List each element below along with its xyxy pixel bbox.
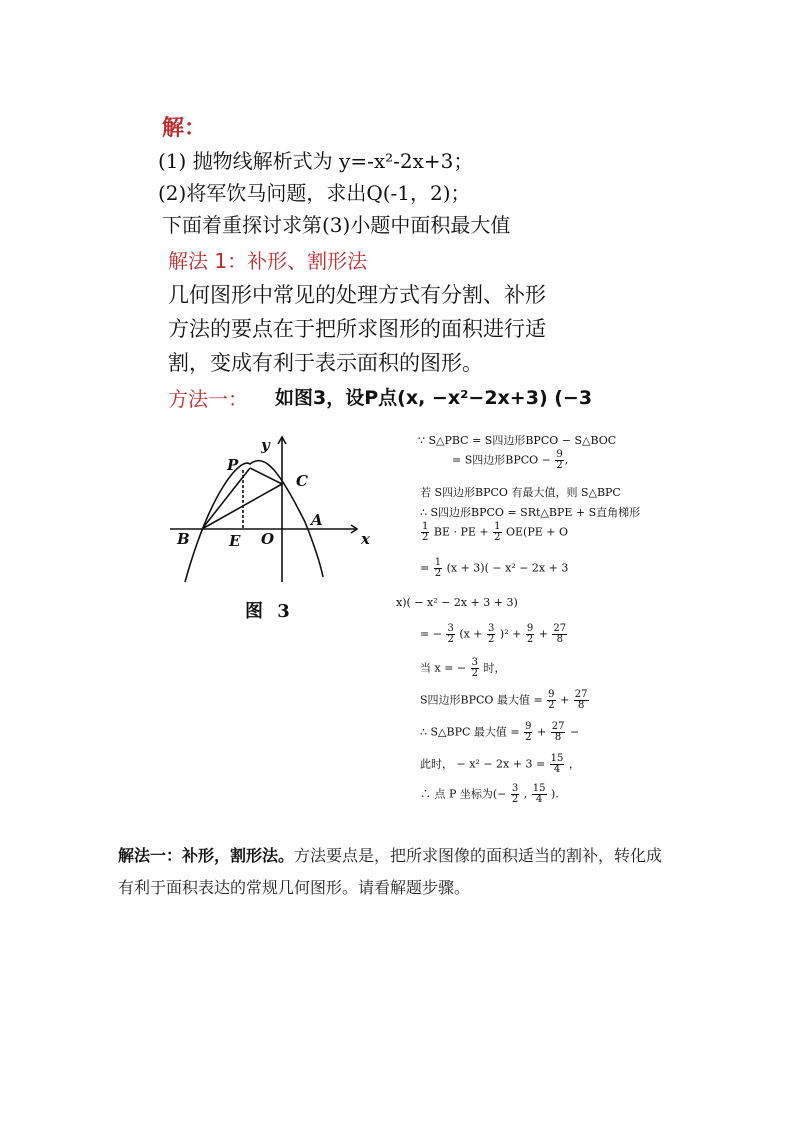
parabola-figure [165,432,370,622]
step-1: (1) 抛物线解析式为 y=-x²-2x+3； [158,149,474,173]
math-line-7: x)( − x² − 2x + 3 + 3) [396,596,518,609]
method-title: 解法 1：补形、割形法 [168,249,368,273]
solution-image [150,105,598,435]
label-O: O [261,530,275,548]
label-C: C [296,472,308,490]
label-B: B [177,530,190,548]
math-line-10: S四边形BPCO 最大值 = $\frac{9}{2}$ + $\frac{27}{8}$ [420,689,588,711]
label-P: P [227,456,239,474]
summary-text: 方法要点是，把所求图像的面积适当的割补，转化成有利于面积表达的常规几何图形。请看解题步骤。 [118,846,663,897]
math-line-13: ∴ 点 P 坐标为(− $\frac{3}{2}$ , $\frac{15}{4}$ ). [420,783,559,805]
math-line-2: = S四边形BPCO − $\frac{9}{2}$ , [452,449,569,471]
math-line-8: = − $\frac{3}{2}$ (x + $\frac{3}{2}$ )² + $\frac{9}{2}$ + $\frac{27}{8}$ [420,623,567,645]
math-line-3: 若 S四边形BPCO 有最大值，则 S△BPC [420,486,621,499]
step-2: (2)将军饮马问题，求出Q(-1，2)； [158,181,471,205]
math-line-12: 此时， − x² − 2x + 3 = $\frac{15}{4}$ ， [420,753,580,775]
summary-bold: 解法一：补形，割形法。 [118,846,295,865]
description-line-3: 割，变成有利于表示面积的图形。 [168,351,483,375]
solution-heading: 解： [162,115,207,141]
method-one-label: 方法一： [168,387,248,411]
step-3: 下面着重探讨求第(3)小题中面积最大值 [162,213,511,237]
label-E: E [229,532,241,550]
summary-paragraph [118,840,678,904]
method-one-text: 如图3，设P点(x, −x²−2x+3) (−3 [275,387,593,409]
description-line-2: 方法的要点在于把所求图形的面积进行适 [168,317,546,341]
math-line-6: = $\frac{1}{2}$ (x + 3)( − x² − 2x + 3 [420,557,569,579]
label-y: y [261,436,270,454]
label-A: A [311,511,323,529]
math-derivation [390,428,641,813]
math-line-4: ∴ S四边形BPCO = SRt△BPE + S直角梯形 [420,506,641,519]
math-line-11: ∴ S△BPC 最大值 = $\frac{9}{2}$ + $\frac{27}{8}$ − [420,721,580,743]
math-line-5: $\frac{1}{2}$ BE · PE + $\frac{1}{2}$ OE(PE + O [422,521,568,543]
math-line-9: 当 x = − $\frac{3}{2}$ 时， [420,657,506,679]
segment-BC [202,484,282,529]
figure-caption: 图 3 [245,601,294,622]
segment-PC [250,468,282,484]
label-x: x [361,530,370,548]
description-line-1: 几何图形中常见的处理方式有分割、补形 [168,283,546,307]
math-line-1: ∵ S△PBC = S四边形BPCO − S△BOC [418,434,617,447]
